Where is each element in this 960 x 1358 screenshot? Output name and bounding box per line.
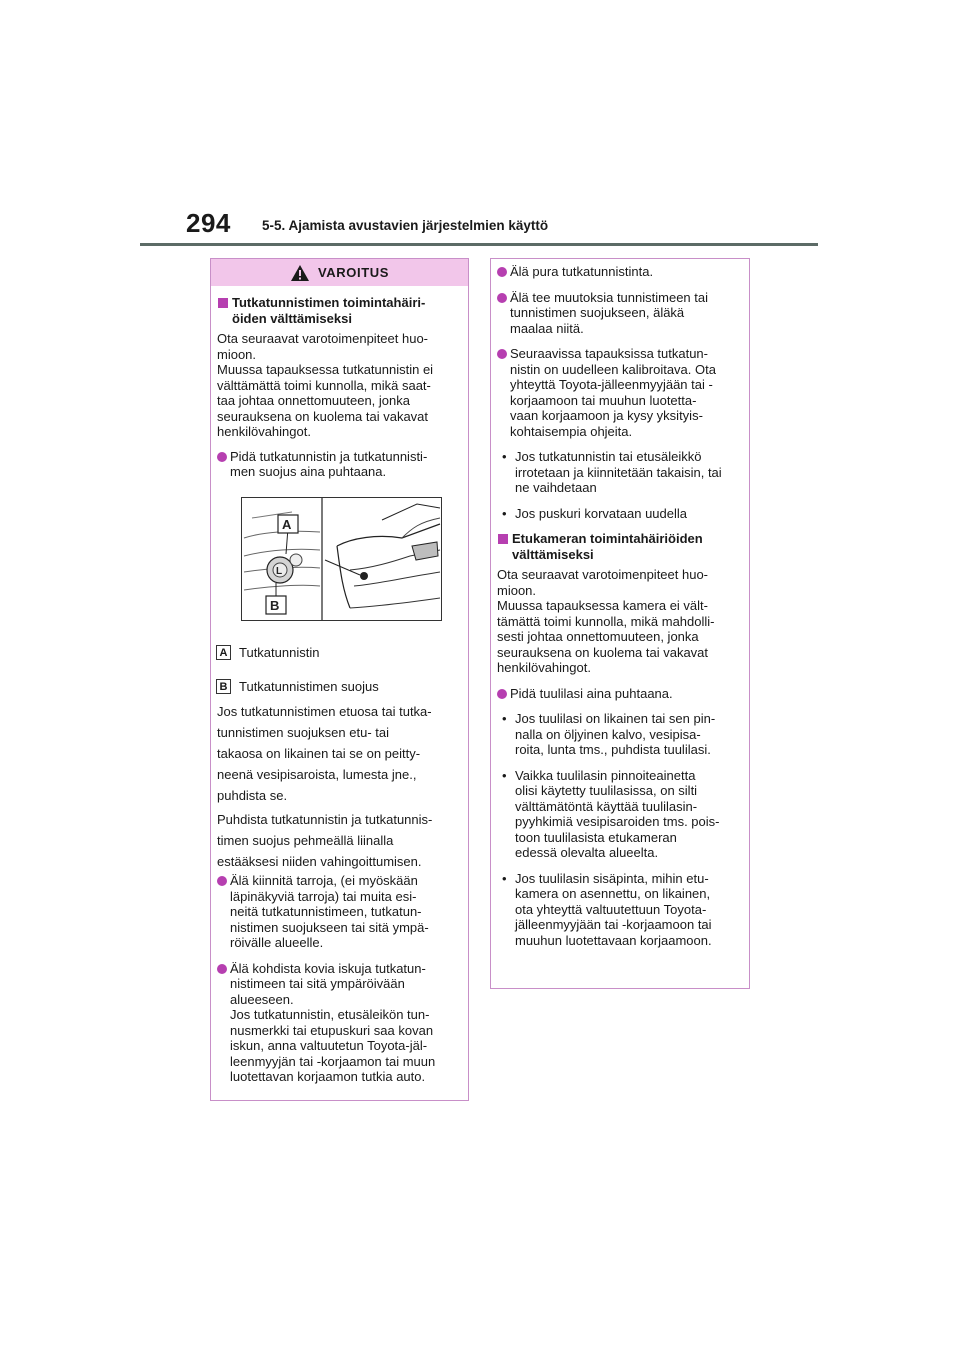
radar-sensor-illustration: [241, 497, 442, 621]
warning-title: VAROITUS: [317, 265, 389, 280]
svg-text:L: L: [276, 566, 283, 577]
round-bullet-icon: [497, 349, 507, 359]
sub-bullet-mark: •: [502, 870, 507, 886]
recal-item-1-text: Jos tutkatunnistin tai etusäleikkö irrotetaan ja kiinnitetään takaisin, tai ne vaihdetaan: [515, 449, 722, 495]
radar-heading-text: Tutkatunnistimen toimintahäiri- öiden välttämiseksi: [232, 295, 426, 326]
no-stickers-item: [217, 873, 463, 951]
svg-text:B: B: [270, 598, 280, 613]
clean-para: Puhdista tutkatunnistin ja tutkatunnis- timen suojus pehmeällä liinalla estääksesi niiden vahingoittumisen.: [217, 812, 433, 869]
cam-item-3: [497, 871, 744, 949]
svg-text:A: A: [282, 517, 292, 532]
recal-item-2-text: Jos puskuri korvataan uudella: [515, 505, 687, 521]
label-b-text: Tutkatunnistimen suojus: [239, 679, 379, 694]
recal-item-2: [497, 506, 744, 522]
round-bullet-icon: [217, 964, 227, 974]
round-bullet-icon: [497, 267, 507, 277]
label-a-text: Tutkatunnistin: [239, 645, 320, 660]
keep-clean-text: Pidä tutkatunnistin ja tutkatunnisti- men suojus aina puhtaana.: [230, 448, 428, 479]
warning-box-right: [490, 258, 750, 989]
keep-clean-item: [217, 449, 463, 480]
radar-cleaning: [217, 701, 463, 872]
camera-heading: [497, 531, 744, 562]
radar-section: [217, 295, 463, 480]
warning-header: [211, 259, 468, 286]
label-b-row: [216, 679, 379, 694]
label-a-box: A: [216, 645, 231, 660]
right-column-content: [497, 264, 744, 948]
no-disassemble-text: Älä pura tutkatunnistinta.: [510, 264, 654, 279]
keep-windshield-text: Pidä tuulilasi aina puhtaana.: [510, 685, 673, 701]
no-impacts-item: [217, 961, 463, 1085]
sub-bullet-mark: •: [502, 505, 507, 521]
keep-windshield-item: [497, 686, 744, 702]
recalibrate-text: Seuraavissa tapauksissa tutkatun- nistin on uudelleen kalibroitava. Ota yhteyttä Toyota-jälleenmyyjään tai - korjaamoon tai muuhun luotetta- vaan korjaamoon ja kysy yksityis- kohtaisempia ohjeita.: [510, 346, 716, 439]
cam-item-1: [497, 711, 744, 758]
no-stickers-text: Älä kiinnitä tarroja, (ei myöskään läpinäkyviä tarroja) tai muita esi- neitä tutkatunnistimeen, tutkatun- nistimen suojukseen tai sitä ympä- röivälle alueelle.: [230, 873, 429, 950]
dirty-para: Jos tutkatunnistimen etuosa tai tutka- tunnistimen suojuksen etu- tai takaosa on likainen tai se on peitty- neenä vesipisaroista, lumesta jne., puhdista se.: [217, 704, 432, 803]
label-a-row: [216, 645, 319, 660]
cam-item-2: [497, 768, 744, 861]
cam-item-3-text: Jos tuulilasin sisäpinta, mihin etu- kamera on asennettu, on likainen, ota yhteyttä valtuutettuun Toyota- jälleenmyyjään tai -korjaamoon tai muuhun luotettavaan korjaamoon.: [515, 870, 712, 948]
radar-heading: [217, 295, 463, 326]
camera-intro: Ota seuraavat varotoimenpiteet huo- mioon. Muussa tapauksessa kamera ei vält- tämättä toimi kunnolla, mikä mahdolli- sesti johtaa onnettomuuteen, jonka seurauksena on kuolema tai vakavat henkilövahingot.: [497, 567, 715, 675]
header-rule: [140, 243, 818, 246]
no-impacts-text: Älä kohdista kovia iskuja tutkatun- nistimeen tai sitä ympäröivään alueeseen. Jos tutkatunnistin, etusäleikön tun- nusmerkki tai etupuskuri saa kovan iskun, anna valtuutetun Toyota-jäl- leenmyyjän tai -korjaamon tai muun luotettavan korjaamon tutkia auto.: [230, 960, 436, 1084]
radar-more: [217, 873, 463, 1085]
recal-item-1: [497, 449, 744, 496]
section-title: 5-5. Ajamista avustavien järjestelmien käyttö: [262, 218, 549, 233]
sub-bullet-mark: •: [502, 711, 507, 726]
page-number: 294: [186, 208, 231, 238]
round-bullet-icon: [217, 452, 227, 462]
car-front-drawing: [242, 498, 441, 620]
warning-triangle-icon: [290, 264, 310, 282]
label-b-box: B: [216, 679, 231, 694]
round-bullet-icon: [497, 293, 507, 303]
radar-intro: Ota seuraavat varotoimenpiteet huo- mioon. Muussa tapauksessa tutkatunnistin ei välttämättä toimi kunnolla, mikä saat- taa johtaa onnettomuuteen, jonka seurauksena on kuolema tai vakavat henkilövahingot.: [217, 331, 434, 439]
square-bullet-icon: [498, 534, 508, 544]
round-bullet-icon: [497, 689, 507, 699]
cam-item-2-text: Vaikka tuulilasin pinnoiteainetta olisi käytetty tuulilasissa, on silti välttämätöntä käyttää tuulilasin- pyyhkimiä vesipisaroiden tms. pois- toon tuulilasista etukameran edessä olevalta alueelta.: [515, 767, 720, 860]
sub-bullet-mark: •: [502, 449, 507, 464]
recalibrate-item: [497, 346, 744, 439]
cam-item-1-text: Jos tuulilasi on likainen tai sen pin- nalla on öljyinen kalvo, vesipisa- roita, lunta tms., puhdista tuulilasi.: [515, 711, 716, 757]
round-bullet-icon: [217, 876, 227, 886]
camera-heading-text: Etukameran toimintahäiriöiden välttämiseksi: [512, 531, 703, 562]
square-bullet-icon: [218, 298, 228, 308]
no-modify-text: Älä tee muutoksia tunnistimeen tai tunnistimen suojukseen, äläkä maalaa niitä.: [510, 289, 708, 336]
no-modify-item: [497, 290, 744, 337]
sub-bullet-mark: •: [502, 767, 507, 783]
no-disassemble-item: [497, 264, 744, 280]
